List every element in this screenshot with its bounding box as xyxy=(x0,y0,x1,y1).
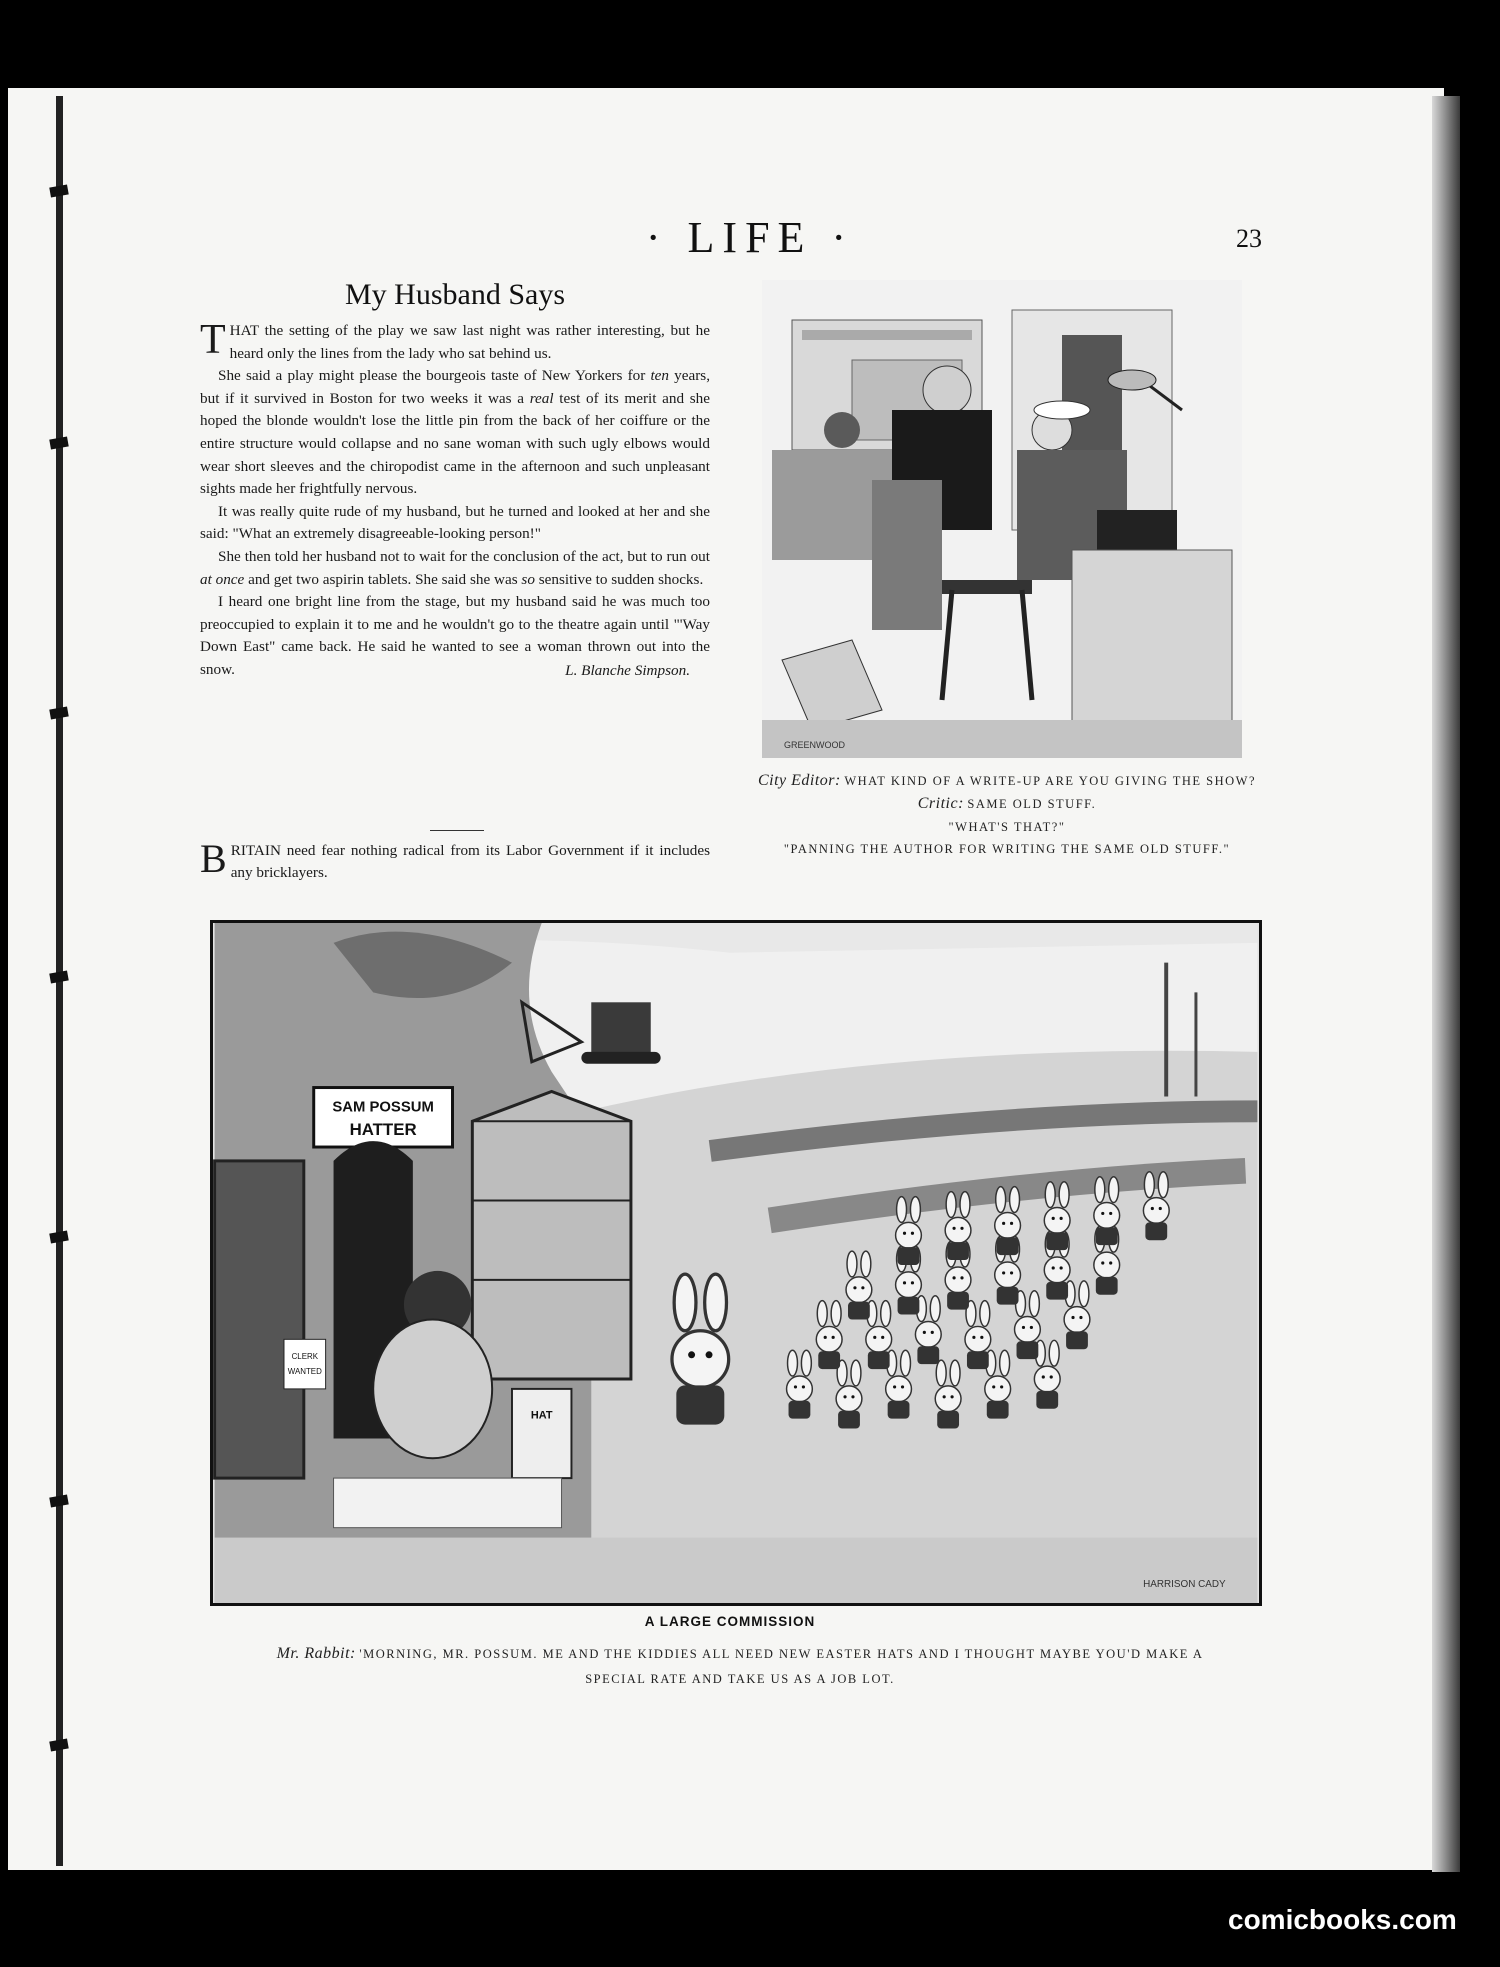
page-edge xyxy=(1432,96,1460,1872)
site-watermark: comicbooks.com xyxy=(1228,1904,1457,1935)
paragraph-text: She said a play might please the bourgeois taste of New Yorkers for xyxy=(218,367,651,385)
britain-quip xyxy=(200,836,710,884)
paragraph-text: HAT the setting of the play we saw last night was rather interesting, but he heard only the lines from the lady who sat behind us. xyxy=(229,322,710,362)
newsroom-caption xyxy=(752,770,1262,860)
cartoon-title: A LARGE COMMISSION xyxy=(644,1614,816,1629)
paragraph-text: sensitive to sudden shocks. xyxy=(534,570,704,588)
artist-signature: GREENWOOD xyxy=(784,740,846,750)
caption-text: WHAT KIND OF A WRITE-UP ARE YOU GIVING THE SHOW? xyxy=(844,774,1257,788)
emphasis-text: so xyxy=(521,570,535,588)
article-paragraph xyxy=(200,546,710,591)
article-title: My Husband Says xyxy=(344,278,565,311)
notice-line1: CLERK xyxy=(291,1352,319,1362)
speaker-label: City Editor: xyxy=(757,772,841,789)
drop-cap: T xyxy=(200,317,226,363)
magazine-masthead: · LIFE · xyxy=(645,213,855,262)
emphasis-text: at once xyxy=(200,570,245,588)
caption-line: "WHAT'S THAT?" xyxy=(948,820,1066,834)
drop-cap: B xyxy=(200,836,227,881)
notice-line2: WANTED xyxy=(287,1367,322,1377)
hat-box-label: HAT xyxy=(530,1409,553,1422)
paragraph-text: and get two aspirin tablets. She said she was xyxy=(244,570,522,588)
speaker-label: Mr. Rabbit: xyxy=(276,1645,356,1662)
caption-line xyxy=(752,770,1262,793)
article-paragraph: It was really quite rude of my husband, but he turned and looked at her and she said: "What an extremely disagreeable-looking person!" xyxy=(200,502,710,543)
emphasis-text: ten xyxy=(650,367,669,385)
speaker-label: Critic: xyxy=(917,795,964,812)
article-paragraph xyxy=(200,317,710,365)
shop-sign-line1: SAM POSSUM xyxy=(332,1099,434,1116)
caption-line xyxy=(752,793,1262,816)
paragraph-text: test of its merit and she hoped the blonde wouldn't lose the little pin from the back of her coiffure or the entire structure would collapse and no sane woman with such ugly elbows would wear short sleeves and the chiropodist came in the afternoon and such unpleasant sights made her frightfully nervous. xyxy=(200,389,710,498)
rabbits-hatter-cartoon xyxy=(210,920,1262,1606)
author-signature: L. Blanche Simpson. xyxy=(565,661,690,679)
article-paragraph: I heard one bright line from the stage, but my husband said he was much too preoccupied to explain it to me and he wouldn't go to the theatre again until "'Way Down East" came back. He said he wanted to see a woman thrown out into the snow. xyxy=(200,593,710,678)
shop-sign-line2: HATTER xyxy=(349,1120,417,1140)
caption-text: 'MORNING, MR. POSSUM. ME AND THE KIDDIES ALL NEED NEW EASTER HATS AND I THOUGHT MAYBE YOU'D MAKE A SPECIAL RATE AND TAKE US AS A JOB LOT. xyxy=(359,1647,1204,1686)
article-paragraph xyxy=(200,365,710,501)
artist-signature: HARRISON CADY xyxy=(1143,1579,1226,1591)
page-number: 23 xyxy=(1236,224,1262,253)
caption-line: "PANNING THE AUTHOR FOR WRITING THE SAME OLD STUFF." xyxy=(783,842,1231,856)
paragraph-text: RITAIN need fear nothing radical from its Labor Government if it includes any bricklayers. xyxy=(230,842,710,881)
article-body xyxy=(200,317,710,682)
emphasis-text: real xyxy=(529,389,554,407)
newsroom-cartoon xyxy=(762,280,1242,758)
caption-text: SAME OLD STUFF. xyxy=(967,797,1097,811)
paragraph-text: years, but if it survived in Boston for two weeks it was a xyxy=(200,367,710,407)
paragraph-text: She then told her husband not to wait for the conclusion of the act, but to run out xyxy=(218,547,710,565)
divider xyxy=(430,830,484,831)
rabbit-caption xyxy=(260,1642,1220,1692)
